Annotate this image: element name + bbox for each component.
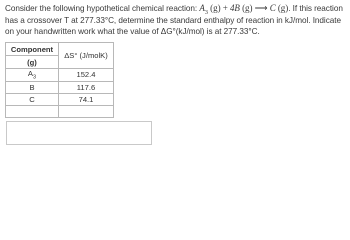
reactant1-subscript: 3 — [204, 8, 208, 16]
entropy-cell: 117.6 — [59, 81, 114, 93]
table-header-row — [6, 43, 114, 56]
table-row — [6, 81, 114, 93]
table-row — [6, 69, 114, 82]
component-cell: $A_3$ — [6, 69, 59, 82]
question-intro: Consider the following hypothetical chemical reaction: — [5, 4, 200, 13]
header-component-label: Component — [10, 44, 54, 54]
header-entropy: ΔS° (J/molK) — [59, 43, 114, 69]
reaction-equation — [199, 3, 289, 16]
question-text — [5, 3, 347, 38]
header-component-unit: (g) — [6, 56, 59, 69]
component-subscript: 3 — [33, 74, 37, 81]
entropy-cell: 152.4 — [59, 69, 114, 82]
entropy-cell — [59, 105, 114, 117]
table-row — [6, 93, 114, 105]
reactant2-symbol: 4B — [229, 3, 240, 13]
component-cell — [6, 105, 59, 117]
question-body: . If this reaction has a crossover T at 277.33°C, determine the standard enthalpy of reaction in kJ/mol. Indicate on your handwritten work what the value of ΔG°(kJ/mol) is at 277.33°C. — [5, 4, 343, 37]
entropy-cell: 74.1 — [59, 93, 114, 105]
component-cell: B — [6, 81, 59, 93]
header-component — [6, 43, 59, 56]
product-state: (g) — [277, 3, 289, 13]
component-cell: C — [6, 93, 59, 105]
plus-sign: + — [222, 3, 228, 13]
product-symbol: C — [269, 3, 276, 13]
reactant1-symbol: A — [199, 3, 205, 13]
reactant1-state: (g) — [210, 3, 221, 13]
entropy-table — [5, 42, 114, 118]
reactant2-state: (g) — [242, 3, 253, 13]
table-row-blank — [6, 105, 114, 117]
answer-input-box[interactable] — [6, 121, 152, 145]
reaction-arrow: ⟶ — [254, 3, 268, 13]
